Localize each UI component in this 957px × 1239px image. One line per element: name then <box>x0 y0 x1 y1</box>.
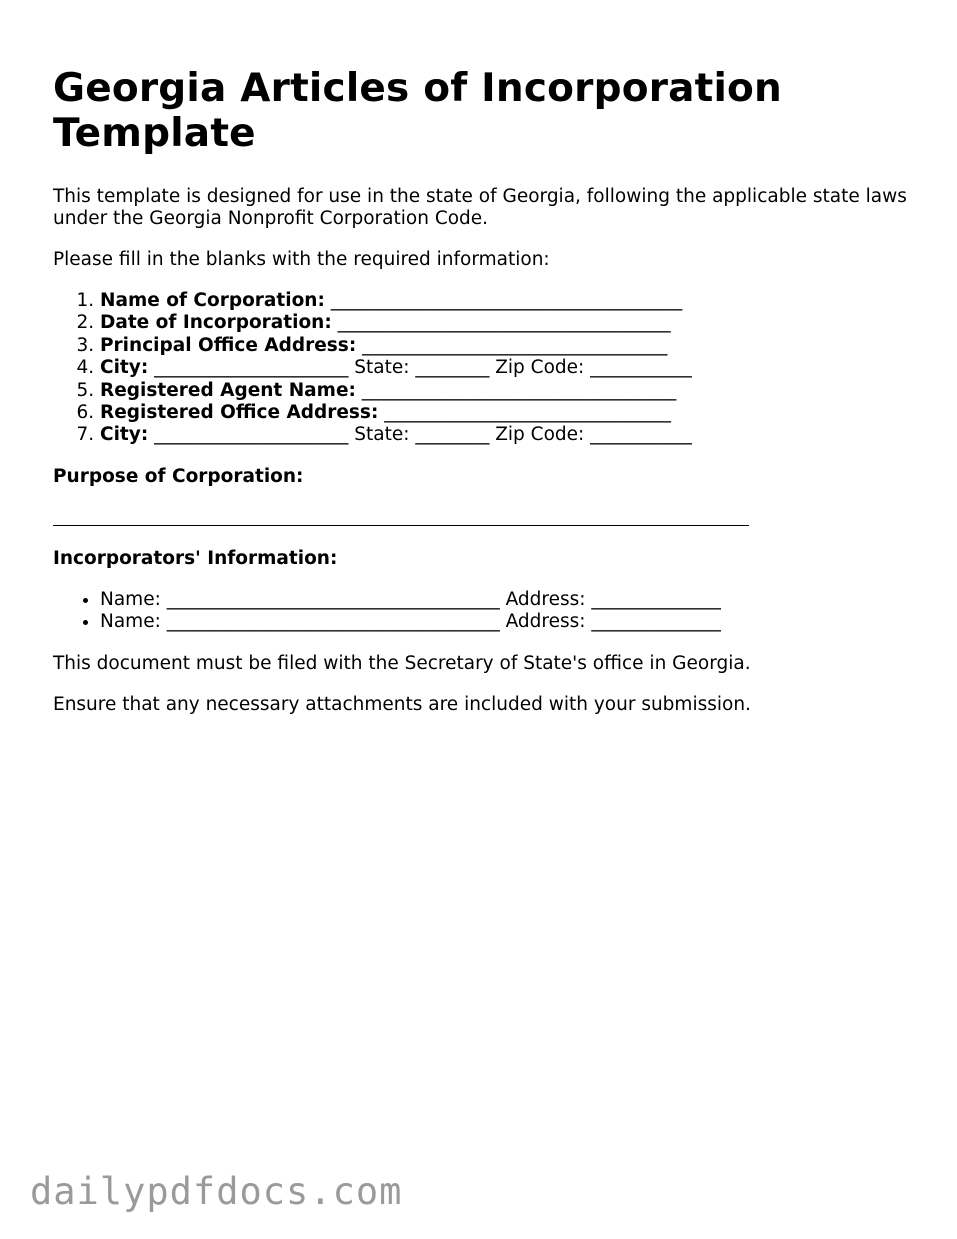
intro-paragraph: This template is designed for use in the state of Georgia, following the applicable state laws under the Georgia Nonprofit Corporation Code. <box>53 186 907 229</box>
field-blank[interactable]: _______________________________ <box>378 402 671 424</box>
purpose-blank-line[interactable] <box>53 507 913 529</box>
field-blank[interactable]: ____________________________________ <box>331 312 671 334</box>
filing-note: This document must be filed with the Secretary of State's office in Georgia. <box>53 652 751 674</box>
field-blank[interactable]: _____________________ State: ________ Zip Code: ___________ <box>148 357 692 379</box>
page-title: Georgia Articles of Incorporation Template <box>53 66 783 156</box>
watermark: dailypdfdocs.com <box>30 1170 403 1213</box>
field-label: Registered Office Address: <box>100 402 379 424</box>
field-blank[interactable]: _________________________________ <box>356 334 668 356</box>
field-blank[interactable]: __________________________________ <box>355 379 677 401</box>
purpose-heading: Purpose of Corporation: <box>53 465 304 487</box>
field-registered-agent-name <box>100 380 913 402</box>
field-registered-office-address <box>100 402 913 424</box>
field-city-registered <box>100 424 913 446</box>
field-date-of-incorporation <box>100 312 913 334</box>
field-city-principal <box>100 357 913 379</box>
field-label: Name of Corporation: <box>100 290 325 311</box>
incorporator-entry[interactable]: • Name: ____________________________________ Address: ______________ <box>100 611 913 633</box>
document-page <box>53 66 913 735</box>
incorporators-list <box>53 589 913 634</box>
field-blank[interactable]: _____________________ State: ________ Zip Code: ___________ <box>148 424 692 446</box>
field-name-of-corporation <box>100 290 913 312</box>
field-label: City: <box>100 424 149 446</box>
field-blank[interactable]: ______________________________________ <box>324 290 683 311</box>
purpose-underline <box>53 525 749 526</box>
instruction-text: Please fill in the blanks with the required information: <box>53 249 550 270</box>
attachments-note: Ensure that any necessary attachments are included with your submission. <box>53 693 751 715</box>
field-label: City: <box>100 357 149 379</box>
field-label: Principal Office Address: <box>100 334 357 356</box>
fields-list <box>53 290 913 447</box>
field-label: Registered Agent Name: <box>100 379 356 401</box>
field-principal-office-address <box>100 335 913 357</box>
field-label: Date of Incorporation: <box>100 312 332 334</box>
incorporators-heading: Incorporators' Information: <box>53 547 338 569</box>
incorporator-entry[interactable]: • Name: ____________________________________ Address: ______________ <box>100 589 913 611</box>
